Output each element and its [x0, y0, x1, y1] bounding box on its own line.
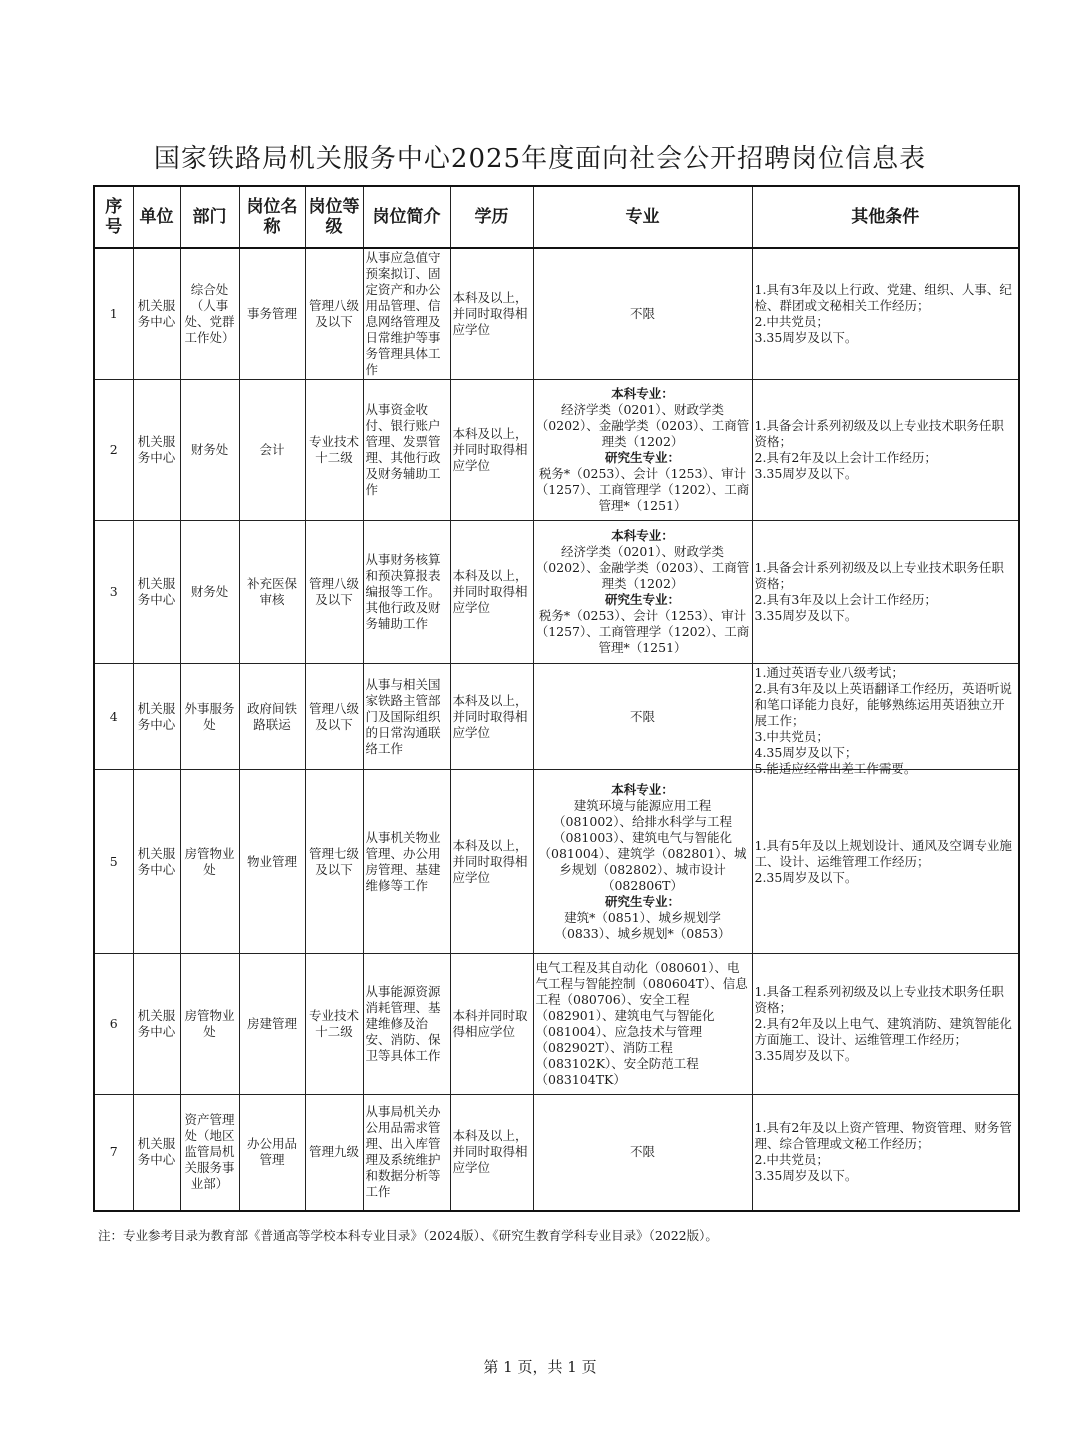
req-line: 3.35周岁及以下。 [754, 1048, 858, 1063]
cell-reqs [752, 248, 1019, 380]
table-row [94, 248, 1019, 380]
cell-major: 不限 [533, 248, 752, 380]
table-row [94, 521, 1019, 664]
major-ug-list: 经济学类（0201）、财政学类（0202）、金融学类（0203）、工商管理类（1202） [535, 544, 750, 591]
table-row [94, 664, 1019, 770]
header-unit: 单位 [133, 186, 180, 248]
cell-reqs [752, 521, 1019, 664]
req-line: 4.35周岁及以下； [754, 745, 858, 760]
cell-unit: 机关服务中心 [133, 380, 180, 521]
major-ug-label: 本科专业： [611, 528, 674, 543]
cell-dept: 资产管理处（地区监管局机关服务事业部） [180, 1095, 239, 1211]
cell-intro: 从事能源资源消耗管理、基建维修及治安、消防、保卫等具体工作 [363, 954, 450, 1095]
table-row [94, 770, 1019, 954]
req-line: 3.35周岁及以下。 [754, 330, 858, 345]
req-line: 1.具备会计系列初级及以上专业技术职务任职资格； [754, 418, 1004, 449]
cell-reqs [752, 664, 1019, 776]
header-post: 岗位名称 [239, 186, 305, 248]
header-dept: 部门 [180, 186, 239, 248]
req-line: 2.35周岁及以下。 [754, 869, 858, 885]
cell-post: 物业管理 [239, 770, 305, 954]
major-list: 电气工程及其自动化（080601）、电气工程与智能控制（080604T）、信息工程（080706）、安全工程（082901）、建筑电气与智能化（081004）、应急技术与管理（082902T）、消防工程（083102K）、安全防范工程（083104TK） [535, 960, 748, 1087]
cell-unit: 机关服务中心 [133, 248, 180, 380]
cell-intro: 从事机关物业管理、办公用房管理、基建维修等工作 [363, 770, 450, 954]
req-line: 2.具有3年及以上英语翻译工作经历，英语听说和笔口译能力良好，能够熟练运用英语独立开展工作； [754, 681, 1012, 728]
cell-reqs [752, 954, 1019, 1095]
req-line: 2.中共党员； [754, 314, 829, 329]
req-line: 2.具有2年及以上会计工作经历； [754, 450, 937, 465]
req-line: 2.具有2年及以上电气、建筑消防、建筑智能化方面施工、设计、运维管理工作经历； [754, 1016, 1012, 1047]
header-no: 序号 [94, 186, 133, 248]
major-ug-label: 本科专业： [611, 386, 674, 401]
cell-no: 3 [94, 521, 133, 664]
cell-edu: 本科及以上，并同时取得相应学位 [450, 248, 533, 380]
major-pg-label: 研究生专业： [604, 893, 680, 909]
cell-major [533, 770, 752, 954]
cell-edu: 本科及以上，并同时取得相应学位 [450, 1095, 533, 1211]
cell-edu: 本科及以上，并同时取得相应学位 [450, 521, 533, 664]
cell-unit: 机关服务中心 [133, 664, 180, 770]
major-ug-list: 经济学类（0201）、财政学类（0202）、金融学类（0203）、工商管理类（1202） [535, 402, 750, 449]
table-header-row [94, 186, 1019, 248]
req-line: 3.35周岁及以下。 [754, 608, 858, 623]
cell-intro: 从事资金收付、银行账户管理、发票管理、其他行政及财务辅助工作 [363, 380, 450, 521]
page-title: 国家铁路局机关服务中心2025年度面向社会公开招聘岗位信息表 [153, 144, 927, 174]
header-reqs: 其他条件 [752, 186, 1019, 248]
req-line: 1.具备工程系列初级及以上专业技术职务任职资格； [754, 984, 1004, 1015]
cell-no: 5 [94, 770, 133, 954]
header-major: 专业 [533, 186, 752, 248]
cell-post: 事务管理 [239, 248, 305, 380]
header-intro: 岗位简介 [363, 186, 450, 248]
cell-no: 4 [94, 664, 133, 770]
req-line: 3.35周岁及以下。 [754, 1168, 858, 1184]
cell-post: 政府间铁路联运 [239, 664, 305, 770]
cell-reqs [752, 770, 1019, 954]
req-line: 5.能适应经常出差工作需要。 [754, 761, 917, 776]
cell-unit: 机关服务中心 [133, 954, 180, 1095]
req-line: 1.具有5年及以上规划设计、通风及空调专业施工、设计、运维管理工作经历； [754, 837, 1012, 869]
cell-post: 办公用品管理 [239, 1095, 305, 1211]
cell-dept: 综合处（人事处、党群工作处） [180, 248, 239, 380]
cell-intro: 从事应急值守预案拟订、固定资产和办公用品管理、信息网络管理及日常维护等事务管理具体工作 [363, 248, 450, 380]
major-pg-list: 税务*（0253）、会计（1253）、审计（1257）、工商管理学（1202）、工商管理*（1251） [535, 466, 750, 513]
header-edu: 学历 [450, 186, 533, 248]
cell-dept: 房管物业处 [180, 770, 239, 954]
reqs-clip [754, 665, 1017, 776]
req-line: 1.通过英语专业八级考试； [754, 665, 904, 680]
cell-major: 不限 [533, 1095, 752, 1211]
cell-no: 1 [94, 248, 133, 380]
cell-grade: 专业技术十二级 [305, 954, 363, 1095]
cell-major [533, 954, 752, 1095]
req-line: 1.具有2年及以上资产管理、物资管理、财务管理、综合管理或文秘工作经历； [754, 1120, 1012, 1152]
cell-unit: 机关服务中心 [133, 521, 180, 664]
req-line: 2.具有3年及以上会计工作经历； [754, 592, 937, 607]
major-ug-label: 本科专业： [611, 781, 674, 797]
table-row [94, 380, 1019, 521]
cell-edu: 本科及以上，并同时取得相应学位 [450, 380, 533, 521]
cell-edu: 本科及以上，并同时取得相应学位 [450, 664, 533, 770]
table-row [94, 954, 1019, 1095]
cell-reqs [752, 1095, 1019, 1211]
cell-grade: 管理七级及以下 [305, 770, 363, 954]
major-pg-list: 税务*（0253）、会计（1253）、审计（1257）、工商管理学（1202）、工商管理*（1251） [535, 608, 750, 655]
cell-intro: 从事财务核算和预决算报表编报等工作。其他行政及财务辅助工作 [363, 521, 450, 664]
cell-major [533, 521, 752, 664]
cell-no: 7 [94, 1095, 133, 1211]
page-number: 第 1 页，共 1 页 [483, 1358, 597, 1376]
req-line: 2.中共党员； [754, 1152, 829, 1168]
cell-dept: 财务处 [180, 380, 239, 521]
cell-grade: 专业技术十二级 [305, 380, 363, 521]
req-line: 3.中共党员； [754, 729, 829, 744]
table-row [94, 1095, 1019, 1211]
cell-post: 房建管理 [239, 954, 305, 1095]
header-grade: 岗位等级 [305, 186, 363, 248]
cell-grade: 管理八级及以下 [305, 248, 363, 380]
cell-grade: 管理九级 [305, 1095, 363, 1211]
cell-post: 会计 [239, 380, 305, 521]
job-table [93, 185, 1020, 1212]
cell-intro: 从事局机关办公用品需求管理、出入库管理及系统维护和数据分析等工作 [363, 1095, 450, 1211]
cell-post: 补充医保审核 [239, 521, 305, 664]
req-line: 1.具备会计系列初级及以上专业技术职务任职资格； [754, 560, 1004, 591]
major-pg-label: 研究生专业： [604, 450, 680, 465]
cell-edu: 本科及以上，并同时取得相应学位 [450, 770, 533, 954]
cell-unit: 机关服务中心 [133, 1095, 180, 1211]
cell-grade: 管理八级及以下 [305, 664, 363, 770]
cell-grade: 管理八级及以下 [305, 521, 363, 664]
cell-major: 不限 [533, 664, 752, 770]
cell-dept: 财务处 [180, 521, 239, 664]
cell-dept: 房管物业处 [180, 954, 239, 1095]
major-ug-list: 建筑环境与能源应用工程（081002）、给排水科学与工程（081003）、建筑电气与智能化（081004）、建筑学（082801）、城乡规划（082802）、城市设计（082806T） [538, 797, 747, 893]
req-line: 3.35周岁及以下。 [754, 466, 858, 481]
cell-dept: 外事服务处 [180, 664, 239, 770]
cell-edu: 本科并同时取得相应学位 [450, 954, 533, 1095]
cell-no: 6 [94, 954, 133, 1095]
cell-reqs [752, 380, 1019, 521]
cell-unit: 机关服务中心 [133, 770, 180, 954]
cell-intro: 从事与相关国家铁路主管部门及国际组织的日常沟通联络工作 [363, 664, 450, 770]
footnote: 注：专业参考目录为教育部《普通高等学校本科专业目录》（2024版）、《研究生教育学科专业目录》（2022版）。 [98, 1228, 718, 1243]
cell-major [533, 380, 752, 521]
major-pg-list: 建筑*（0851）、城乡规划学（0833）、城乡规划*（0853） [554, 909, 731, 941]
cell-no: 2 [94, 380, 133, 521]
major-pg-label: 研究生专业： [604, 592, 680, 607]
req-line: 1.具有3年及以上行政、党建、组织、人事、纪检、群团或文秘相关工作经历； [754, 282, 1012, 313]
